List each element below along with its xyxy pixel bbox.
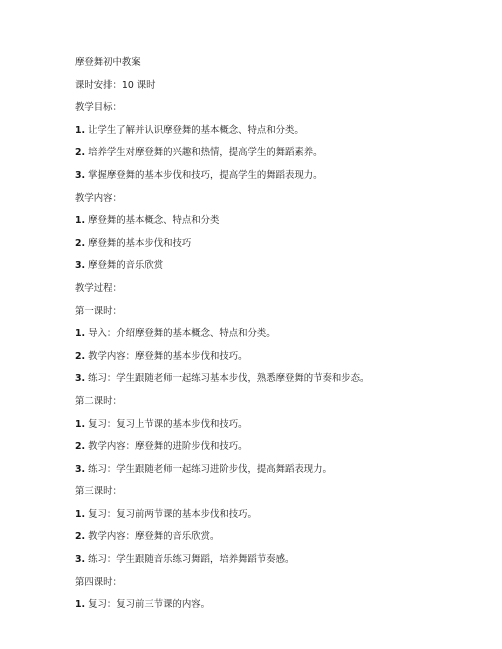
doc-line-lesson-4-heading: 第四课时： <box>75 576 122 588</box>
doc-line-lesson-3-item-1: 1. 复习：复习前两节课的基本步伐和技巧。 <box>75 508 257 520</box>
doc-line-goal-2: 2. 培养学生对摩登舞的兴趣和热情，提高学生的舞蹈素养。 <box>75 147 323 159</box>
doc-line-lesson-2-heading: 第二课时： <box>75 395 122 407</box>
doc-line-lesson-1-item-1: 1. 导入：介绍摩登舞的基本概念、特点和分类。 <box>75 328 276 340</box>
doc-line-title: 摩登舞初中教案 <box>75 57 141 68</box>
doc-line-lesson-3-heading: 第三课时： <box>75 486 122 498</box>
doc-line-schedule: 课时安排：10 课时 <box>75 79 156 91</box>
doc-line-lesson-1-item-3: 3. 练习：学生跟随老师一起练习基本步伐，熟悉摩登舞的节奏和步态。 <box>75 373 370 385</box>
doc-line-lesson-3-item-3: 3. 练习：学生跟随音乐练习舞蹈，培养舞蹈节奏感。 <box>75 554 295 566</box>
doc-line-lesson-3-item-2: 2. 教学内容：摩登舞的音乐欣赏。 <box>75 531 220 543</box>
doc-line-lesson-4-item-1: 1. 复习：复习前三节课的内容。 <box>75 599 210 611</box>
doc-line-content-2: 2. 摩登舞的基本步伐和技巧 <box>75 237 192 249</box>
doc-line-heading-process: 教学过程： <box>75 282 122 294</box>
doc-line-goal-1: 1. 让学生了解并认识摩登舞的基本概念、特点和分类。 <box>75 124 304 136</box>
doc-line-lesson-1-item-2: 2. 教学内容：摩登舞的基本步伐和技巧。 <box>75 350 248 362</box>
doc-line-lesson-2-item-2: 2. 教学内容：摩登舞的进阶步伐和技巧。 <box>75 441 248 453</box>
doc-line-goal-3: 3. 掌握摩登舞的基本步伐和技巧，提高学生的舞蹈表现力。 <box>75 169 323 181</box>
document-body <box>75 52 455 617</box>
doc-line-lesson-2-item-1: 1. 复习：复习上节课的基本步伐和技巧。 <box>75 418 248 430</box>
doc-line-heading-goals: 教学目标： <box>75 102 122 114</box>
doc-line-content-1: 1. 摩登舞的基本概念、特点和分类 <box>75 215 220 227</box>
doc-line-content-3: 3. 摩登舞的音乐欣赏 <box>75 260 164 272</box>
doc-line-heading-content: 教学内容： <box>75 192 122 204</box>
doc-line-lesson-1-heading: 第一课时： <box>75 305 122 317</box>
doc-line-lesson-2-item-3: 3. 练习：学生跟随老师一起练习进阶步伐，提高舞蹈表现力。 <box>75 463 332 475</box>
